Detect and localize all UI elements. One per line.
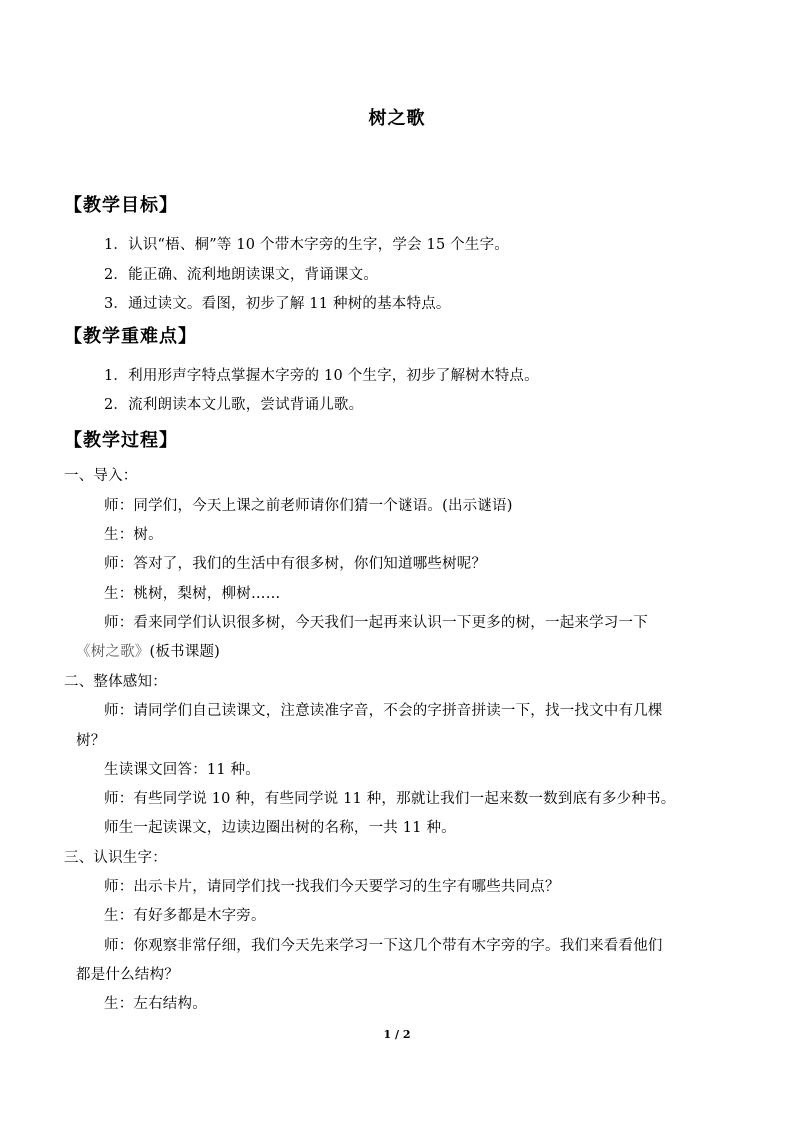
dialogue-line: 师：看来同学们认识很多树，今天我们一起再来认识一下更多的树，一起来学习一下 <box>104 615 648 631</box>
goal-item-1: 1．认识“梧、桐”等 10 个带木字旁的生字，学会 15 个生字。 <box>104 237 509 253</box>
part1-title: 一、导入： <box>64 468 138 484</box>
dialogue-line: 生：左右结构。 <box>104 996 207 1012</box>
dialogue-line: 师生一起读课文，边读边圈出树的名称，一共 11 种。 <box>104 820 456 836</box>
goal-item-3: 3．通过读文。看图，初步了解 11 种树的基本特点。 <box>104 296 451 312</box>
dialogue-line-continuation: 都是什么结构？ <box>76 967 179 983</box>
dialogue-line: 生：树。 <box>104 527 163 543</box>
dialogue-line: 师：答对了，我们的生活中有很多树，你们知道哪些树呢？ <box>104 556 487 572</box>
key-point-item-2: 2．流利朗读本文儿歌，尝试背诵儿歌。 <box>104 397 364 413</box>
page-number: 1 / 2 <box>383 1028 411 1041</box>
dialogue-line: 生：有好多都是木字旁。 <box>104 908 266 924</box>
dialogue-line: 师：请同学们自己读课文，注意读准字音，不会的字拼音拼读一下，找一找文中有几棵 <box>104 703 663 719</box>
dialogue-line-continuation: 树？ <box>76 733 106 749</box>
dialogue-line: 师：有些同学说 10 种，有些同学说 11 种，那就让我们一起来数一数到底有多少种书。 <box>104 791 676 807</box>
dialogue-line: 师：你观察非常仔细，我们今天先来学习一下这几个带有木字旁的字。我们来看看他们 <box>104 938 663 954</box>
dialogue-line-continuation <box>76 640 220 661</box>
dialogue-line: 生：桃树，梨树，柳树…… <box>104 586 281 602</box>
board-note: (板书课题) <box>149 644 221 660</box>
part2-title: 二、整体感知： <box>64 674 167 690</box>
key-point-item-1: 1．利用形声字特点掌握木字旁的 10 个生字，初步了解树木特点。 <box>104 368 539 384</box>
process-heading: 【教学过程】 <box>64 430 178 451</box>
lesson-title-reference: 《树之歌》 <box>76 644 150 660</box>
goals-heading: 【教学目标】 <box>64 195 178 216</box>
part3-title: 三、认识生字： <box>64 850 167 866</box>
dialogue-line: 师：出示卡片，请同学们找一找我们今天要学习的生字有哪些共同点？ <box>104 879 560 895</box>
goal-item-2: 2．能正确、流利地朗读课文，背诵课文。 <box>104 267 379 283</box>
dialogue-line: 师：同学们，今天上课之前老师请你们猜一个谜语。(出示谜语) <box>104 498 513 514</box>
dialogue-line: 生读课文回答：11 种。 <box>104 762 260 778</box>
document-title: 树之歌 <box>368 108 426 129</box>
key-points-heading: 【教学重难点】 <box>64 326 197 347</box>
